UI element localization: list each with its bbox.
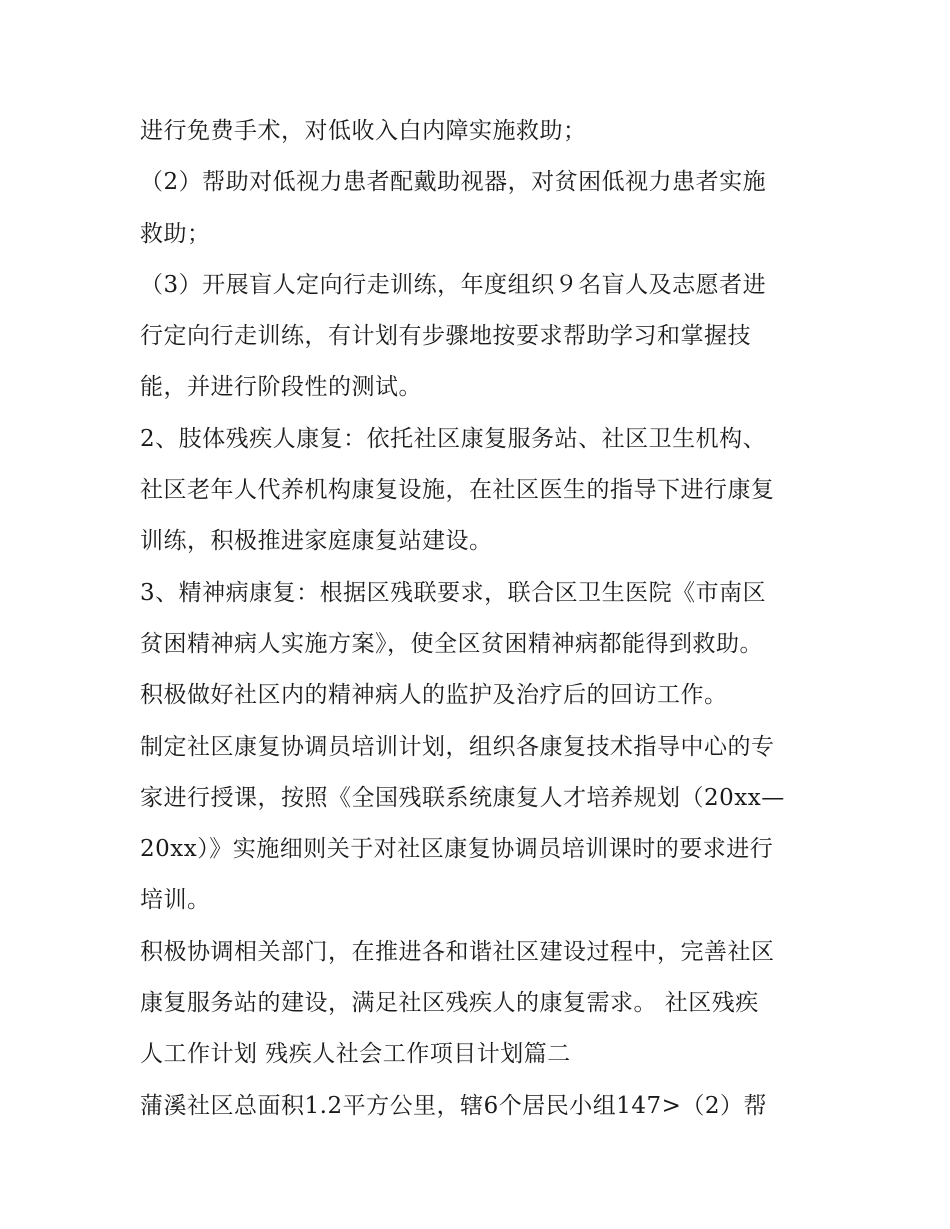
text-line: 训练，积极推进家庭康复站建设。: [140, 528, 493, 555]
text-line: 家进行授课，按照《全国残联系统康复人才培养规划（20xx—: [140, 784, 785, 811]
text-line: 社区老年人代养机构康复设施，在社区医生的指导下进行康复: [140, 477, 775, 504]
text-line: 能，并进行阶段性的测试。: [140, 374, 422, 401]
text-line: 制定社区康复协调员培训计划，组织各康复技术指导中心的专: [140, 733, 775, 760]
text-line: 蒲溪社区总面积1.2平方公里，辖6个居民小组147>（2）帮: [140, 1092, 768, 1119]
text-line: 进行免费手术，对低收入白内障实施救助；: [140, 118, 587, 144]
text-line: （3）开展盲人定向行走训练，年度组织９名盲人及志愿者进: [140, 271, 767, 298]
text-line: 人工作计划 残疾人社会工作项目计划篇二: [140, 1041, 571, 1068]
text-line: 康复服务站的建设，满足社区残疾人的康复需求。 社区残疾: [140, 990, 759, 1017]
body-text: [140, 106, 820, 1132]
text-line: 积极协调相关部门，在推进各和谐社区建设过程中，完善社区: [140, 938, 775, 965]
text-line: 救助；: [140, 220, 211, 247]
text-line: 培训。: [140, 887, 211, 914]
text-line: 3、精神病康复：根据区残联要求，联合区卫生医院《市南区: [140, 579, 767, 606]
text-line: 2、肢体残疾人康复：依托社区康复服务站、社区卫生机构、: [140, 425, 767, 452]
text-line: （2）帮助对低视力患者配戴助视器，对贫困低视力患者实施: [140, 169, 767, 196]
text-line: 行定向行走训练，有计划有步骤地按要求帮助学习和掌握技: [140, 323, 751, 350]
text-line: 20xx）》实施细则关于对社区康复协调员培训课时的要求进行: [140, 836, 774, 863]
text-line: 贫困精神病人实施方案》，使全区贫困精神病都能得到救助。: [140, 630, 763, 657]
text-line: 积极做好社区内的精神病人的监护及治疗后的回访工作。: [140, 682, 728, 709]
